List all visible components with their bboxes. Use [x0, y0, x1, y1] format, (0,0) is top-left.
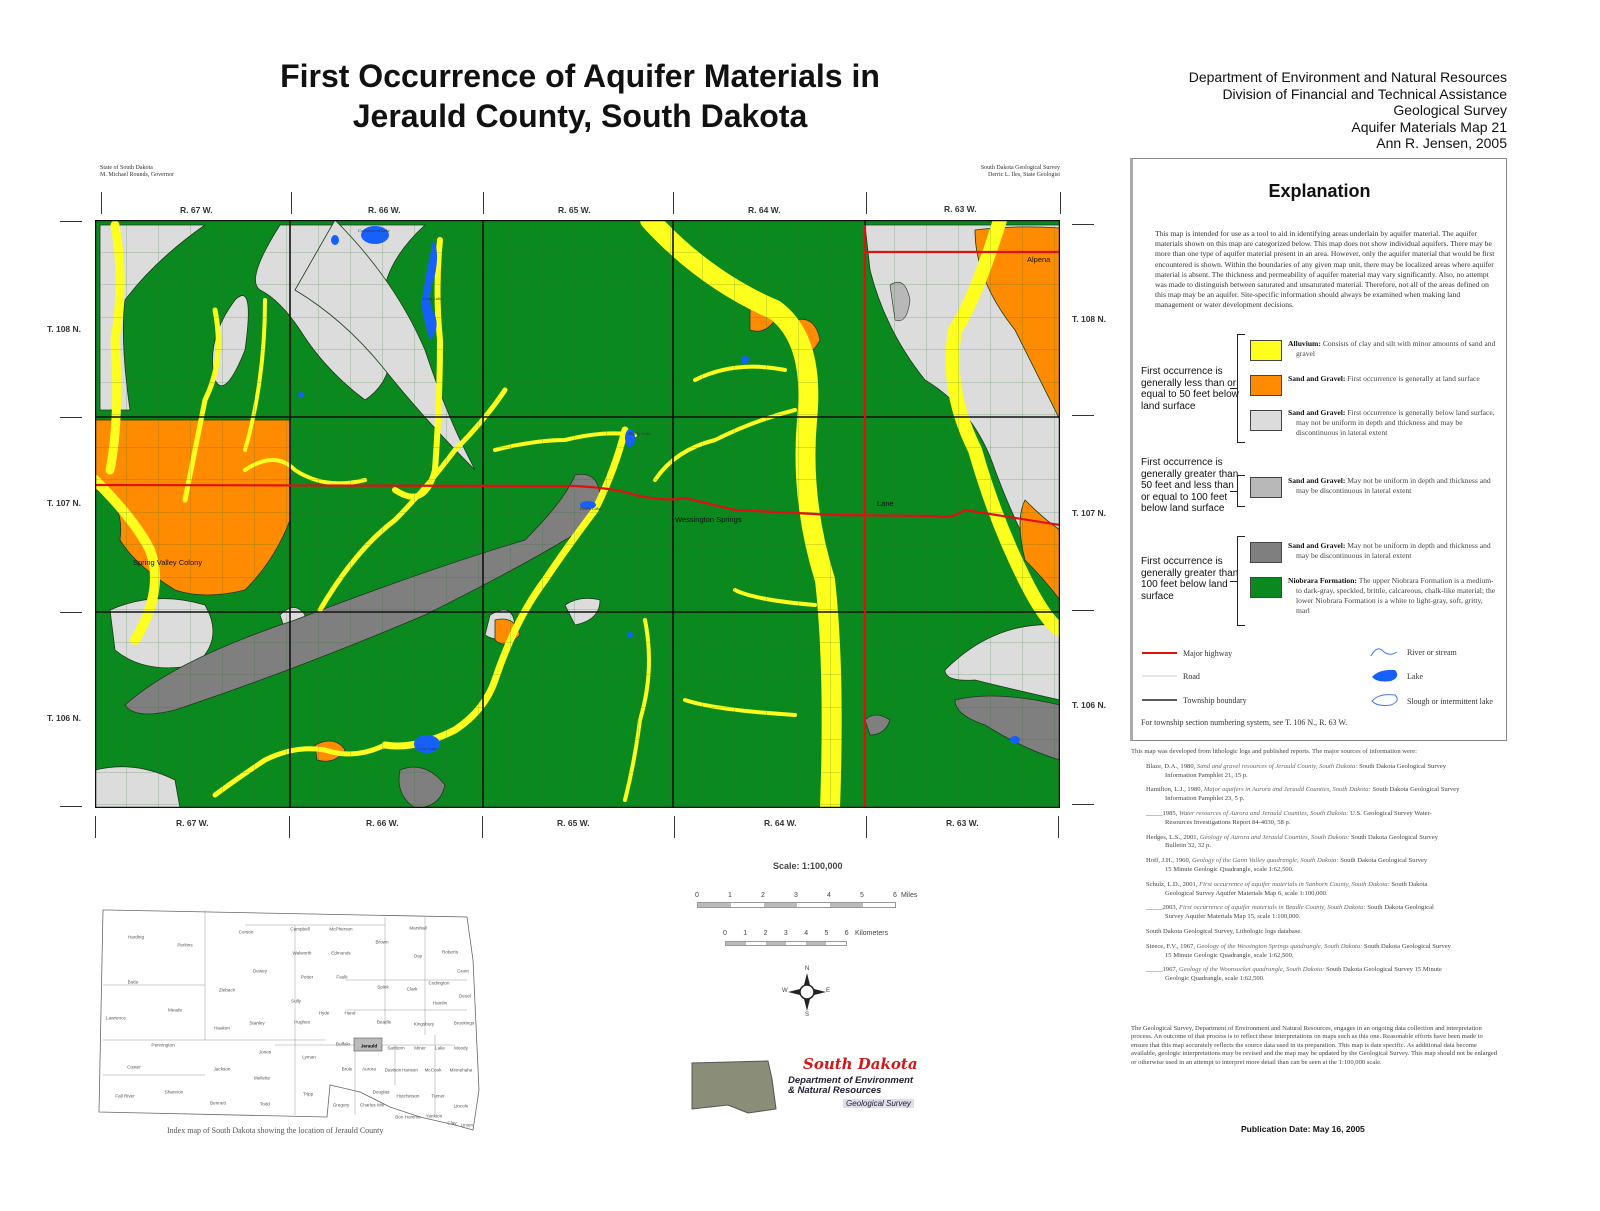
logo-state: South Dakota — [803, 1055, 918, 1073]
county-label: Ziebach — [218, 987, 236, 993]
reference-series: Survey Aquifer Materials Map 15, scale 1:100,000. — [1165, 913, 1301, 921]
county-label: Lincoln — [453, 1103, 469, 1109]
reference-title: Major aquifers in Aurora and Jerauld Counties, South Dakota: — [1203, 786, 1371, 794]
reference-title: Geology of the Wessington Springs quadrangle, South Dakota: — [1196, 942, 1363, 950]
scale-tick-label: 6 — [893, 892, 897, 899]
legend-highway-label: Major highway — [1183, 649, 1233, 658]
reference-title: Sand and gravel resources of Jerauld County, South Dakota: — [1196, 762, 1358, 770]
county-label: Sully — [291, 998, 301, 1004]
county-label: Shannon — [164, 1089, 184, 1095]
reference-series: 15 Minute Geologic Quadrangle, scale 1:62,500. — [1165, 865, 1294, 873]
reference-item — [1131, 834, 1503, 852]
county-label: Gregory — [332, 1102, 350, 1108]
scale-tick-label: 0 — [695, 892, 699, 899]
county-label: Minnehaha — [449, 1067, 473, 1073]
section-numbering-note: For township section numbering system, see T. 106 N., R. 63 W. — [1141, 718, 1348, 727]
reference-item — [1131, 943, 1503, 961]
reference-publisher: South Dakota Geological Survey 15 Minute — [1325, 966, 1442, 974]
logo-line-2: & Natural Resources — [788, 1085, 882, 1096]
legend-swatch-sg-mid — [1250, 477, 1282, 498]
county-label: Codington — [428, 980, 450, 986]
reference-item — [1131, 763, 1503, 781]
legend-desc: Sand and Gravel: First occurrence is generally at land surface — [1288, 374, 1480, 383]
credit-left — [100, 165, 174, 179]
reference-publisher: U.S. Geological Survey Water- — [1350, 809, 1432, 817]
county-label: McPherson — [329, 926, 353, 932]
county-label: Roberts — [441, 949, 459, 955]
legend-swatch-niobrara — [1250, 577, 1282, 598]
county-label: Custer — [127, 1064, 141, 1070]
range-label-top: R. 65 W. — [558, 205, 591, 215]
range-label-top: R. 67 W. — [180, 205, 213, 215]
credit-line: M. Michael Rounds, Governor — [100, 172, 174, 178]
aquifer-map[interactable] — [95, 220, 1060, 808]
county-label: Brule — [341, 1066, 353, 1072]
scale-title: Scale: 1:100,000 — [773, 861, 843, 871]
scale-tick-label: 3 — [783, 930, 788, 937]
county-label: Bennett — [210, 1100, 226, 1106]
agency-line: Division of Financial and Technical Assistance — [1222, 85, 1507, 102]
county-label: Turner — [431, 1093, 445, 1099]
agency-line: Geological Survey — [1393, 102, 1507, 118]
county-label: Campbell — [290, 926, 310, 932]
town-label-spring-valley-colony: Spring Valley Colony — [133, 558, 203, 567]
county-label: Perkins — [177, 942, 193, 948]
legend-swatch-sg-deep — [1250, 542, 1282, 563]
depth-group-label: First occurrence is generally greater than 50 feet and less than or equal to 100 feet below land surface — [1141, 457, 1239, 514]
reference-title: Water resources of Aurora and Jerauld Counties, South Dakota: — [1178, 809, 1349, 817]
township-label-left: T. 106 N. — [47, 713, 82, 723]
county-label: Harding — [127, 934, 145, 940]
compass-w: W — [782, 988, 788, 994]
county-label: Todd — [260, 1101, 270, 1107]
scale-tick-label: 2 — [761, 892, 765, 899]
range-label-bottom: R. 63 W. — [946, 818, 979, 828]
scale-tick-label: 5 — [860, 892, 864, 899]
reference-series: Information Pamphlet 21, 15 p. — [1165, 771, 1248, 779]
county-label: Jerauld — [360, 1043, 378, 1049]
reference-author: South Dakota Geological Survey, Lithologic logs database. — [1146, 927, 1302, 935]
county-label: Jones — [258, 1049, 272, 1055]
slough-icon — [1372, 695, 1397, 706]
range-label-bottom: R. 67 W. — [176, 818, 209, 828]
county-label: Hutchinson — [396, 1093, 420, 1099]
county-label: Hughes — [294, 1019, 310, 1025]
reference-series: Geological Survey Aquifer Materials Map 6, scale 1:100,000. — [1165, 889, 1328, 897]
index-map-caption: Index map of South Dakota showing the location of Jerauld County — [167, 1126, 384, 1135]
legend-slough-label: Slough or intermittent lake — [1407, 697, 1493, 706]
reference-series: Resources Investigations Report 84-4030, 58 p. — [1165, 818, 1291, 826]
scale-tick-label: 4 — [804, 930, 809, 937]
legend-desc: Sand and Gravel: May not be uniform in depth and thickness and may be discontinuous in lateral extent — [1288, 476, 1491, 495]
county-label: Beadle — [376, 1019, 392, 1025]
legend-swatch-sg-shallow — [1250, 410, 1282, 431]
scale-tick-label: 1 — [728, 892, 732, 899]
legend-desc: Sand and Gravel: First occurrence is generally below land surface, may not be uniform in depth and thickness and may be discontinuous in lateral extent — [1288, 408, 1495, 437]
reference-author: _____2003, — [1146, 904, 1178, 912]
disclaimer: The Geological Survey, Department of Environment and Natural Resources, engages in an ongoing data collection and interpretation process. An outcome of that process is to reflect these interpretations on maps such as this one. Reasonable efforts have been made to ensure that this map accurately reflects the source data used in its preparation. This map is date specific. As additional data become available, geologic interpretations may be revised and the map may be updated by the Geological Survey. This map should not be enlarged or otherwise used in an attempt to interpret more detail than can be seen at the 1:100,000 scale. — [1131, 1025, 1498, 1066]
county-label: Sanborn — [387, 1045, 405, 1051]
reference-author: Hedges, L.S., 2001, — [1146, 833, 1199, 841]
reference-item — [1131, 881, 1503, 899]
township-label-right: T. 108 N. — [1072, 314, 1107, 324]
reference-author: Hamilton, L.J., 1980, — [1146, 786, 1203, 794]
reference-publisher: South Dakota Geological Survey — [1350, 833, 1438, 841]
references — [1131, 748, 1503, 984]
lake-icon — [1372, 670, 1397, 682]
reference-publisher: South Dakota Geological Survey — [1372, 786, 1460, 794]
town-label-alpena: Alpena — [1027, 255, 1051, 264]
reference-publisher: South Dakota — [1391, 880, 1428, 888]
county-label: Marshall — [409, 925, 427, 931]
county-label: Faulk — [336, 974, 348, 980]
county-label: Bon Homme — [395, 1114, 421, 1120]
township-label-left: T. 108 N. — [47, 324, 82, 334]
county-label: Butte — [127, 979, 139, 985]
map-title — [200, 56, 960, 136]
county-label: Deuel — [458, 993, 472, 999]
references-intro: This map was developed from lithologic logs and published reports. The major sources of information were: — [1131, 748, 1417, 755]
reference-title: First occurrence of aquifer materials in Beadle County, South Dakota: — [1178, 904, 1366, 912]
scale-tick-label: 6 — [844, 930, 849, 937]
reference-author: Hoff, J.H., 1960, — [1146, 857, 1191, 865]
legend-township-label: Township boundary — [1183, 696, 1247, 705]
county-label: Tripp — [302, 1091, 314, 1097]
reference-series: Information Pamphlet 23, 5 p. — [1165, 795, 1245, 803]
county-label: Clark — [406, 986, 418, 992]
scale-tick-label: 2 — [763, 930, 768, 937]
county-label: Walworth — [292, 950, 312, 956]
legend-swatch-alluvium — [1250, 340, 1282, 361]
county-label: Hamlin — [432, 1000, 448, 1006]
agency-line: Department of Environment and Natural Resources — [1188, 69, 1507, 85]
explanation-intro: This map is intended for use as a tool to aid in identifying areas underlain by aquifer material. The aquifer materials shown on this map are categorized below. This map does not show individual aquifers. There may be more than one type of aquifer material present in an area. However, only the aquifer material that would be first encountered is shown. Within the boundaries of any given map unit, there may be localized areas where aquifer material is absent. The thickness and permeability of aquifer material may vary significantly. Also, no attempt was made to distinguish between saturated and unsaturated material. Therefore, not all of the areas defined on this map may be an aquifer. Site-specific information should always be examined when making land management or water development decisions. — [1155, 229, 1495, 310]
reference-publisher: South Dakota Geological — [1367, 904, 1434, 912]
county-label: McCook — [424, 1067, 442, 1073]
county-label: Dewey — [252, 968, 268, 974]
scale-tick-label: 3 — [794, 892, 798, 899]
county-label: Aurora — [362, 1066, 376, 1072]
scale-bar-miles — [697, 902, 896, 908]
reference-title: Geology of Aurora and Jerauld Counties, South Dakota: — [1199, 833, 1350, 841]
reference-series: Geologic Quadrangle, scale 1:62,500. — [1165, 975, 1265, 983]
county-label: Meade — [167, 1007, 183, 1013]
range-label-top: R. 64 W. — [748, 205, 781, 215]
reference-item — [1131, 904, 1503, 922]
range-label-top: R. 63 W. — [944, 204, 977, 214]
reference-author: _____1967, — [1146, 966, 1178, 974]
denr-logo — [688, 1055, 928, 1117]
county-label: Hyde — [318, 1010, 330, 1016]
reference-item — [1131, 857, 1503, 875]
county-label: Davison — [384, 1067, 402, 1073]
township-label-right: T. 107 N. — [1072, 508, 1107, 518]
title-line-1: First Occurrence of Aquifer Materials in — [280, 58, 880, 94]
reference-publisher: South Dakota Geological Survey — [1340, 857, 1428, 865]
reference-title: Geology of the Gann Valley quadrangle, South Dakota: — [1192, 857, 1339, 865]
range-label-top: R. 66 W. — [368, 205, 401, 215]
county-label: Brookings — [453, 1020, 475, 1026]
county-label: Mellette — [253, 1075, 271, 1081]
scale-unit-miles: Miles — [901, 892, 918, 899]
lake-label-crow: Crow Lake — [417, 746, 437, 751]
county-label: Yankton — [425, 1113, 443, 1119]
county-label: Lawrence — [106, 1015, 126, 1021]
township-label-right: T. 106 N. — [1072, 700, 1107, 710]
county-label: Edmunds — [331, 950, 351, 956]
title-line-2: Jerauld County, South Dakota — [352, 98, 808, 134]
explanation-title: Explanation — [1268, 181, 1371, 201]
range-label-bottom: R. 66 W. — [366, 818, 399, 828]
county-label: Spink — [377, 984, 389, 990]
credit-line: Derric L. Iles, State Geologist — [988, 172, 1060, 178]
county-label: Douglas — [372, 1089, 390, 1095]
county-label: Kingsbury — [413, 1021, 435, 1027]
town-label-wessington-springs: Wessington Springs — [675, 515, 742, 524]
publication-date: Publication Date: May 16, 2005 — [1241, 1124, 1365, 1134]
credit-line: South Dakota Geological Survey — [980, 165, 1060, 171]
legend-river-label: River or stream — [1407, 648, 1457, 657]
county-label: Corson — [238, 929, 254, 935]
county-label: Union — [460, 1122, 474, 1128]
county-label: Grant — [457, 968, 469, 974]
county-label: Haakon — [214, 1025, 230, 1031]
south-dakota-shape-icon — [688, 1059, 783, 1115]
legend-road-label: Road — [1183, 672, 1200, 681]
lake-label-dewey: Dears Lake — [580, 506, 601, 511]
county-label: Lake — [435, 1045, 445, 1051]
county-label: Stanley — [249, 1020, 265, 1026]
river-icon — [1371, 649, 1397, 656]
scale-unit-km: Kilometers — [855, 930, 889, 937]
reference-author: Blaze, D.A., 1980, — [1146, 762, 1196, 770]
township-label-left: T. 107 N. — [47, 498, 82, 508]
county-label: Clay — [447, 1120, 457, 1126]
county-label: Day — [413, 953, 423, 959]
reference-author: Steece, F.V., 1967, — [1146, 942, 1195, 950]
reference-author: Schulz, L.D., 2001, — [1146, 880, 1198, 888]
section-grid — [95, 220, 1060, 808]
legend-desc: Sand and Gravel: May not be uniform in depth and thickness and may be discontinuous in lateral extent — [1288, 541, 1491, 560]
county-label: Charles Mix — [359, 1102, 385, 1108]
county-label: Hanson — [402, 1067, 418, 1073]
county-label: Pennington — [151, 1042, 175, 1048]
reference-publisher: South Dakota Geological Survey — [1359, 762, 1447, 770]
credit-right — [981, 165, 1060, 179]
agency-line: Ann R. Jensen, 2005 — [1376, 135, 1507, 151]
credit-line: State of South Dakota — [100, 165, 153, 171]
range-label-bottom: R. 64 W. — [764, 818, 797, 828]
county-label: Buffalo — [335, 1041, 351, 1047]
county-label: Lyman — [302, 1054, 316, 1060]
agency-line: Aquifer Materials Map 21 — [1351, 118, 1507, 135]
lake-label-dudley: Dudley Lake — [628, 431, 651, 436]
county-label: Moody — [454, 1045, 468, 1051]
compass-n: N — [805, 966, 810, 972]
range-label-bottom: R. 65 W. — [557, 818, 590, 828]
scale-tick-label: 0 — [723, 930, 727, 937]
reference-series: 15 Minute Geologic Quadrangle, scale 1:62,500. — [1165, 951, 1294, 959]
reference-item — [1131, 966, 1503, 984]
legend-swatch-sg-surface — [1250, 375, 1282, 396]
logo-line-1: Department of Environment — [788, 1075, 914, 1086]
county-label: Brown — [375, 939, 389, 945]
county-label: Fall River — [115, 1093, 135, 1099]
depth-group-label: First occurrence is generally less than or equal to 50 feet below land surface — [1141, 366, 1239, 412]
agency-block — [1189, 69, 1507, 152]
county-label: Hand — [344, 1010, 356, 1016]
legend-desc: Alluvium: Consists of clay and silt with minor amounts of sand and gravel — [1288, 339, 1496, 358]
scale-bar-km — [725, 941, 847, 946]
lake-label-long: Long Lake — [423, 296, 443, 301]
reference-item — [1131, 786, 1503, 804]
scale-tick-label: 5 — [824, 930, 829, 937]
lake-label-cottonwood: Cottonwood Lake — [358, 228, 390, 233]
reference-publisher: South Dakota Geological Survey — [1363, 942, 1451, 950]
reference-title: Geology of the Woonsocket quadrangle, South Dakota: — [1178, 966, 1325, 974]
county-label: Jackson — [213, 1066, 231, 1072]
town-label-lane: Lane — [877, 499, 894, 508]
reference-title: First occurrence of aquifer materials in Sanborn County, South Dakota: — [1199, 880, 1390, 888]
explanation-panel — [1130, 158, 1507, 741]
logo-line-3: Geological Survey — [843, 1099, 914, 1108]
reference-author: _____1985, — [1146, 809, 1178, 817]
county-label: Potter — [300, 974, 314, 980]
county-label: Miner — [414, 1045, 426, 1051]
depth-group-label: First occurrence is generally greater than 100 feet below land surface — [1141, 556, 1239, 602]
compass-e: E — [826, 988, 831, 994]
compass-s: S — [805, 1012, 810, 1018]
scale-tick-label: 4 — [827, 892, 831, 899]
reference-item — [1131, 928, 1503, 937]
legend-desc: Niobrara Formation: The upper Niobrara Formation is a medium- to dark-gray, speckled, brittle, calcareous, chalk-like material; the lower Niobrara Formation is a white to light-gray, soft, gritty, marl — [1288, 576, 1496, 615]
reference-series: Bulletin 32, 32 p. — [1165, 842, 1211, 850]
legend-lake-label: Lake — [1407, 672, 1423, 681]
scale-tick-label: 1 — [743, 930, 748, 937]
reference-item — [1131, 810, 1503, 828]
index-map — [95, 885, 480, 1135]
